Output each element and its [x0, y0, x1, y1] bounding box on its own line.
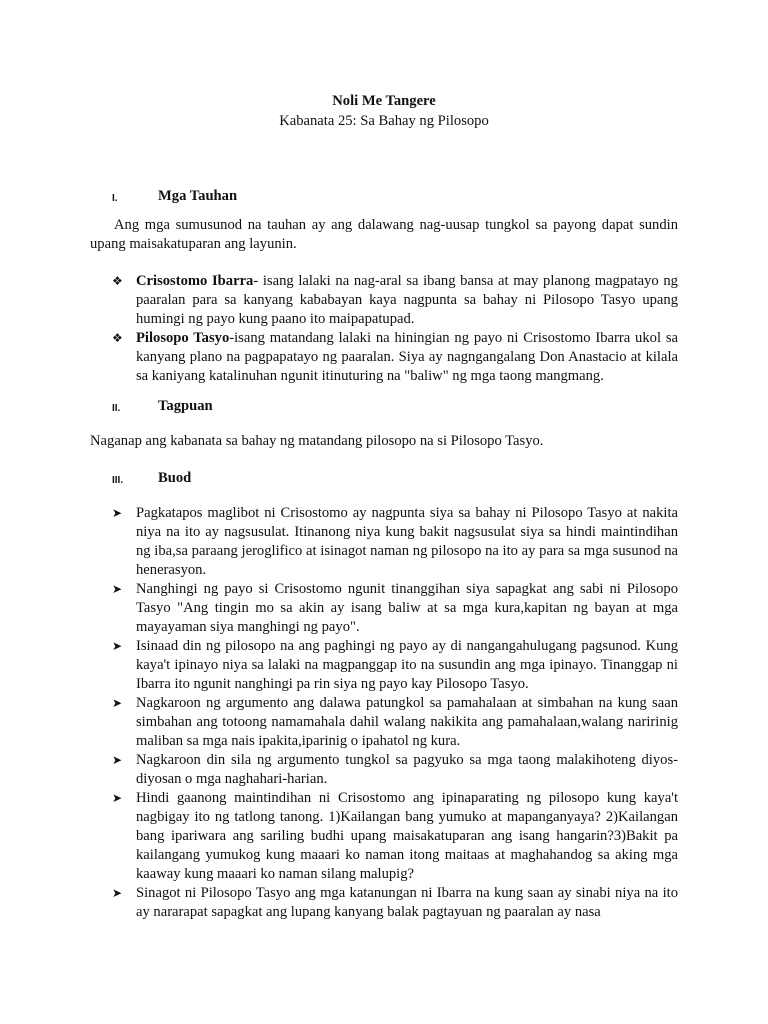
section-title: Buod	[158, 470, 192, 486]
arrow-bullet-icon: ➤	[112, 582, 123, 596]
section-title: Tagpuan	[158, 398, 213, 414]
character-description: - isang lalaki na nag-aral sa ibang bansa at may planong magpatayo ng paaralan para sa kanyang kababayan kaya nagpunta sa bahay ni Pilosopo Tasyo upang humingi ng payo kung paano ito maipapatupad.	[136, 273, 678, 327]
arrow-bullet-icon: ➤	[112, 639, 123, 653]
arrow-bullet-icon: ➤	[112, 506, 123, 520]
list-item	[90, 272, 678, 329]
tauhan-intro: Ang mga sumusunod na tauhan ay ang dalawang nag-uusap tungkol sa payong dapat sundin upang maisakatuparan ang layunin.	[90, 217, 678, 252]
character-name: Pilosopo Tasyo	[136, 330, 230, 346]
section-title: Mga Tauhan	[158, 188, 238, 204]
list-item	[90, 694, 678, 751]
list-item	[90, 789, 678, 884]
arrow-bullet-icon: ➤	[112, 753, 123, 767]
summary-text: Nagkaroon din sila ng argumento tungkol sa pagyuko sa mga taong malakihoteng diyos-diyosan o mga naghahari-harian.	[136, 752, 678, 787]
arrow-bullet-icon: ➤	[112, 696, 123, 710]
summary-text: Nanghingi ng payo si Crisostomo ngunit tinanggihan siya sapagkat ang sabi ni Pilosopo Tasyo "Ang tingin mo sa akin ay isang baliw at sa mga kura,kapitan ng bayan at mga mayayaman siya manghingi ng payo".	[136, 581, 678, 635]
summary-text: Isinaad din ng pilosopo na ang paghingi ng payo ay di nangangahulugang pagsunod. Kung kaya't ipinayo niya sa lalaki na magpanggap ito na susundin ang mga ipinayo. Tinanggap ni Ibarra ito ngunit nanghingi pa rin siya ng payo kay Pilosopo Tasyo.	[136, 638, 678, 692]
summary-text: Sinagot ni Pilosopo Tasyo ang mga katanungan ni Ibarra na kung saan ay sinabi niya na ito ay nararapat sapagkat ang lupang kanyang balak pagtayuan ng paaralan ay nasa	[136, 885, 678, 920]
diamond-bullet-icon: ❖	[112, 331, 123, 345]
diamond-bullet-icon: ❖	[112, 274, 123, 288]
summary-text: Nagkaroon ng argumento ang dalawa patungkol sa pamahalaan at simbahan na kung saan simbahan ang totoong namamahala dahil walang nakikita ang pamahalaan,walang naririnig maliban sa mga nais ipakita,iparinig o ipahatol ng kura.	[136, 695, 678, 749]
document-page	[90, 0, 678, 1024]
list-item	[90, 580, 678, 637]
section-number: III.	[112, 475, 124, 486]
tauhan-list	[90, 272, 678, 386]
character-name: Crisostomo Ibarra	[136, 273, 254, 289]
summary-text: Hindi gaanong maintindihan ni Crisostomo ang ipinaparating ng pilosopo kung kaya't nagbigay ito ng tatlong tanong. 1)Kailangan bang yumuko at mapanganyaya? 2)Kailangan bang ipariwara ang sariling budhi upang maisakatuparan ang isang hangarin?3)Bakit pa kailangang yumukog kung maaari ko naman itong maitaas at maghahandog sa aking mga kaaway kung maaari ko naman silang malupig?	[136, 790, 678, 882]
arrow-bullet-icon: ➤	[112, 791, 123, 805]
summary-text: Pagkatapos maglibot ni Crisostomo ay nagpunta siya sa bahay ni Pilosopo Tasyo at nakita niya na ito ay nagsusulat. Itinanong niya kung bakit nagsusulat siya sa hindi maintindihan ng iba,sa paraang jeroglifico at isinagot naman ng pilosopo na ito ay para sa mga susunod na henerasyon.	[136, 505, 678, 578]
arrow-bullet-icon: ➤	[112, 886, 123, 900]
section-number: I.	[112, 193, 118, 204]
document-title: Noli Me Tangere	[332, 93, 436, 109]
character-description: -isang matandang lalaki na hiningian ng payo ni Crisostomo Ibarra ukol sa kanyang plano na pagpapatayo ng paaralan. Siya ay nagngangalang Don Anastacio at kilala sa kaniyang katalinuhan ngunit itinuturing na "baliw" ng mga taong mangmang.	[136, 330, 678, 384]
list-item	[90, 751, 678, 789]
list-item	[90, 637, 678, 694]
list-item	[90, 329, 678, 386]
list-item	[90, 884, 678, 922]
document-subtitle: Kabanata 25: Sa Bahay ng Pilosopo	[279, 113, 489, 129]
buod-list	[90, 504, 678, 922]
tagpuan-text: Naganap ang kabanata sa bahay ng matandang pilosopo na si Pilosopo Tasyo.	[90, 433, 544, 449]
list-item	[90, 504, 678, 580]
section-number: II.	[112, 403, 121, 414]
